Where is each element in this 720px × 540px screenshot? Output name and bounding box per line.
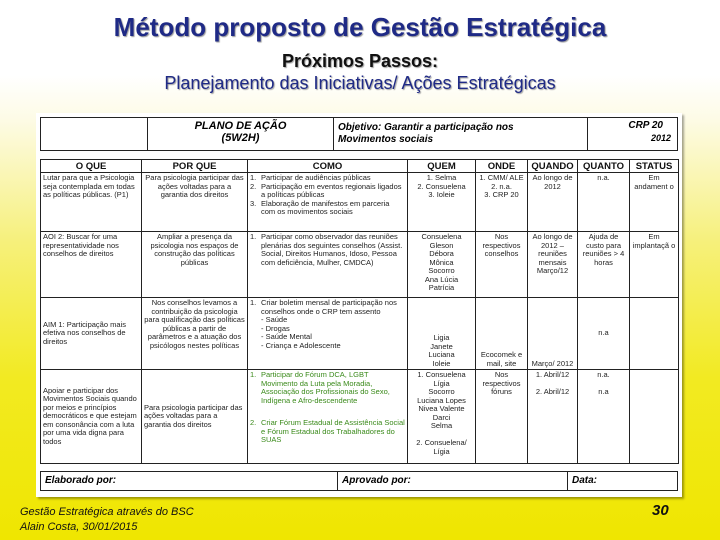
cell-who: 1. Consuelena Lígia Socorro Luciana Lopes Nivea Valente Darci Selma 2. Consuelena/ Lígia <box>408 370 476 464</box>
sign-date: Data: <box>567 472 677 490</box>
header-blank-cell <box>41 118 147 150</box>
how-num <box>250 333 261 342</box>
cell-status <box>630 370 679 464</box>
org-name: CRP 20 <box>628 120 663 131</box>
col-header-why: POR QUE <box>142 160 248 173</box>
how-num: 3. <box>250 198 257 208</box>
cell-how <box>248 370 408 464</box>
cell-who: 1. Selma 2. Consuelena 3. Ioleie <box>408 173 476 232</box>
plan-year: 2012 <box>650 133 671 143</box>
how-num: 1. <box>250 173 257 182</box>
slide-subtitle: Próximos Passos: <box>281 51 439 71</box>
objective-line2: Movimentos sociais <box>338 134 434 145</box>
how-text: Criar boletim mensal de participação nos conselhos onde o CRP tem assento <box>261 298 397 316</box>
how-num <box>250 325 261 334</box>
cell-when: Ao longo de 2012 – reuniões mensais Março/12 <box>528 232 578 298</box>
table-header-row <box>41 160 679 173</box>
how-text: Participação em eventos regionais ligados a políticas públicas <box>261 181 402 199</box>
cell-what: Lutar para que a Psicologia seja contemplada em todas as políticas públicas. (P1) <box>41 173 142 232</box>
how-text: Participar do Fórum DCA, LGBT Movimento da Luta pela Moradia, Associação dos Profissionais do Sexo, Indígena e Afro-descendente <box>261 370 390 405</box>
cell-status: Em andament o <box>630 173 679 232</box>
how-text: - Drogas <box>261 323 290 333</box>
slide-subtitle-secondary: Planejamento das Iniciativas/ Ações Estratégicas <box>164 73 556 93</box>
how-text: - Saúde <box>261 315 288 324</box>
table-row <box>41 232 679 298</box>
cell-how <box>248 173 408 232</box>
plan-heading-line2: (5W2H) <box>221 132 260 144</box>
table-row <box>41 370 679 464</box>
footer-line2: Alain Costa, 30/01/2015 <box>20 521 138 533</box>
cell-howmuch: n.a. <box>578 173 630 232</box>
cell-when: Março/ 2012 <box>528 298 578 370</box>
col-header-where: ONDE <box>476 160 528 173</box>
table-row <box>41 173 679 232</box>
how-num: 1. <box>250 370 257 379</box>
col-header-when: QUANDO <box>528 160 578 173</box>
plan-heading-line1: PLANO DE AÇÃO <box>194 120 287 132</box>
how-text: - Saúde Mental <box>261 332 312 341</box>
cell-when: Ao longo de 2012 <box>528 173 578 232</box>
approved-by: Aprovado por: <box>337 472 567 490</box>
plan-header <box>40 117 678 151</box>
cell-where: Nos respectivos fóruns <box>476 370 528 464</box>
col-header-how: COMO <box>248 160 408 173</box>
how-text: Elaboração de manifestos em parceria com os movimentos sociais <box>261 198 390 216</box>
cell-what: Apoiar e participar dos Movimentos Sociais quando por meios e princípios democráticos e que estejam em consonância com a luta por uma vida digna para todos <box>41 370 142 464</box>
cell-status: Em implantaçã o <box>630 232 679 298</box>
cell-howmuch: n.a <box>578 298 630 370</box>
plan-signoff <box>40 471 678 491</box>
cell-where: Nos respectivos conselhos <box>476 232 528 298</box>
cell-why: Nos conselhos levamos a contribuição da psicologia para qualificação das políticas públicas a partir de parâmetros e a atuação dos psicólogos nestes políticas <box>142 298 248 370</box>
cell-howmuch: Ajuda de custo para reuniões > 4 horas <box>578 232 630 298</box>
col-header-what: O QUE <box>41 160 142 173</box>
col-header-howmuch: QUANTO <box>578 160 630 173</box>
plan-org <box>587 118 677 150</box>
objective-line1: Objetivo: Garantir a participação nos <box>338 122 514 133</box>
cell-where: Ecocomek e mail, site <box>476 298 528 370</box>
plan-heading <box>147 118 333 150</box>
cell-who: Consuelena Gleson Débora Mônica Socorro Ana Lúcia Patrícia <box>408 232 476 298</box>
cell-when: 1. Abril/12 2. Abril/12 <box>528 370 578 464</box>
page-number: 30 <box>652 502 669 519</box>
cell-why: Ampliar a presença da psicologia nos espaços de construção das políticas públicas <box>142 232 248 298</box>
cell-howmuch: n.a. n.a <box>578 370 630 464</box>
how-num: 1. <box>250 298 257 307</box>
prepared-by: Elaborado por: <box>45 475 117 486</box>
footer-line1: Gestão Estratégica através do BSC <box>20 506 194 518</box>
cell-what: AOI 2: Buscar for uma representatividade nos conselhos de direitos <box>41 232 142 298</box>
cell-status <box>630 298 679 370</box>
how-text: - Criança e Adolescente <box>261 340 341 350</box>
action-plan-sheet <box>36 113 682 497</box>
col-header-status: STATUS <box>630 160 679 173</box>
cell-why: Para psicologia participar das ações voltadas para a garantia dos direitos <box>142 370 248 464</box>
how-num <box>250 316 261 325</box>
col-header-who: QUEM <box>408 160 476 173</box>
slide-footer <box>20 505 194 535</box>
cell-how <box>248 232 408 298</box>
how-num: 2. <box>250 181 257 191</box>
action-plan-table <box>40 159 679 464</box>
cell-where: 1. CMM/ ALE 2. n.a. 3. CRP 20 <box>476 173 528 232</box>
slide-title: Método proposto de Gestão Estratégica <box>113 12 607 42</box>
how-num: 1. <box>250 232 257 241</box>
how-text: Participar de audiências públicas <box>261 173 371 182</box>
how-text: Criar Fórum Estadual de Assistência Social e Fórum Estadual dos Trabalhadores do SUAS <box>261 418 405 444</box>
cell-what: AIM 1: Participação mais efetiva nos conselhos de direitos <box>41 298 142 370</box>
how-text: Participar como observador das reuniões plenárias dos seguintes conselhos (Assist. Social, Direitos Humanos, Idoso, Pessoa com deficiência, Mulher, CMDCA) <box>261 232 403 267</box>
cell-who: Ligia Janete Luciana Ioleie <box>408 298 476 370</box>
how-num: 2. <box>250 418 257 427</box>
cell-why: Para psicologia participar das ações voltadas para a garantia dos direitos <box>142 173 248 232</box>
cell-how <box>248 298 408 370</box>
plan-objective <box>333 118 587 150</box>
table-row <box>41 298 679 370</box>
how-num <box>250 342 261 351</box>
